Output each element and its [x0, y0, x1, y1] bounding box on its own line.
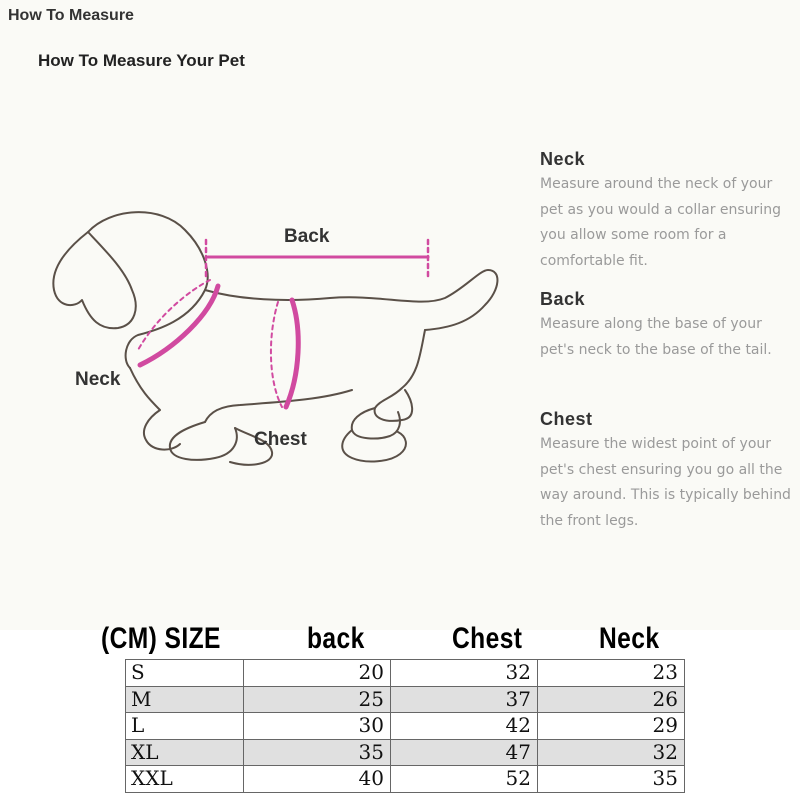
diagram-label-back: Back — [284, 226, 330, 247]
chest-cell: 47 — [391, 739, 538, 766]
table-row — [126, 660, 685, 687]
dog-head-outline — [88, 212, 208, 368]
dog-hind-leg2-outline — [342, 430, 406, 461]
neck-cell: 32 — [538, 739, 685, 766]
back-cell: 25 — [244, 686, 391, 713]
dog-underside-outline — [205, 390, 352, 422]
back-instructions — [540, 288, 795, 363]
page-title: How To Measure — [8, 7, 134, 24]
chest-measure-front — [286, 300, 298, 407]
neck-cell: 29 — [538, 713, 685, 740]
dog-ear-outline — [53, 232, 135, 328]
chest-measure-back — [271, 302, 282, 407]
back-cell: 40 — [244, 766, 391, 793]
back-text: Measure along the base of your pet's neck to the base of the tail. — [540, 316, 772, 358]
diagram-label-chest: Chest — [254, 429, 307, 450]
dog-hind-leg-outline — [352, 408, 400, 438]
chest-heading: Chest — [540, 409, 593, 429]
chest-text: Measure the widest point of your pet's chest ensuring you go all the way around. This is typically behind the front legs. — [540, 436, 791, 529]
size-cell: XL — [126, 739, 244, 766]
back-heading: Back — [540, 289, 586, 309]
size-chart-table — [125, 659, 685, 793]
size-cell: L — [126, 713, 244, 740]
neck-measure-collar-back — [138, 280, 210, 350]
dog-belly-outline — [375, 330, 425, 421]
neck-heading: Neck — [540, 149, 586, 169]
back-cell: 35 — [244, 739, 391, 766]
dog-chest-outline — [130, 368, 180, 450]
neck-measure-collar — [140, 286, 218, 365]
neck-instructions — [540, 148, 795, 274]
table-row — [126, 766, 685, 793]
chest-cell: 32 — [391, 660, 538, 687]
size-cell: XXL — [126, 766, 244, 793]
size-cell: S — [126, 660, 244, 687]
header-neck: Neck — [599, 622, 660, 655]
size-cell: M — [126, 686, 244, 713]
header-size: (CM) SIZE — [101, 622, 221, 655]
chest-instructions — [540, 408, 795, 534]
header-chest: Chest — [452, 622, 523, 655]
table-row — [126, 739, 685, 766]
table-row — [126, 713, 685, 740]
size-table-header-row — [0, 622, 800, 660]
neck-cell: 26 — [538, 686, 685, 713]
table-row — [126, 686, 685, 713]
back-cell: 30 — [244, 713, 391, 740]
neck-text: Measure around the neck of your pet as you would a collar ensuring you allow some room for a comfortable fit. — [540, 176, 781, 269]
neck-cell: 35 — [538, 766, 685, 793]
dog-back-outline — [205, 270, 497, 330]
guide-subtitle: How To Measure Your Pet — [38, 51, 245, 70]
neck-cell: 23 — [538, 660, 685, 687]
chest-cell: 37 — [391, 686, 538, 713]
dog-front-leg-outline — [170, 422, 237, 460]
diagram-label-neck: Neck — [75, 369, 121, 390]
back-cell: 20 — [244, 660, 391, 687]
chest-cell: 42 — [391, 713, 538, 740]
chest-cell: 52 — [391, 766, 538, 793]
header-back: back — [307, 622, 365, 655]
